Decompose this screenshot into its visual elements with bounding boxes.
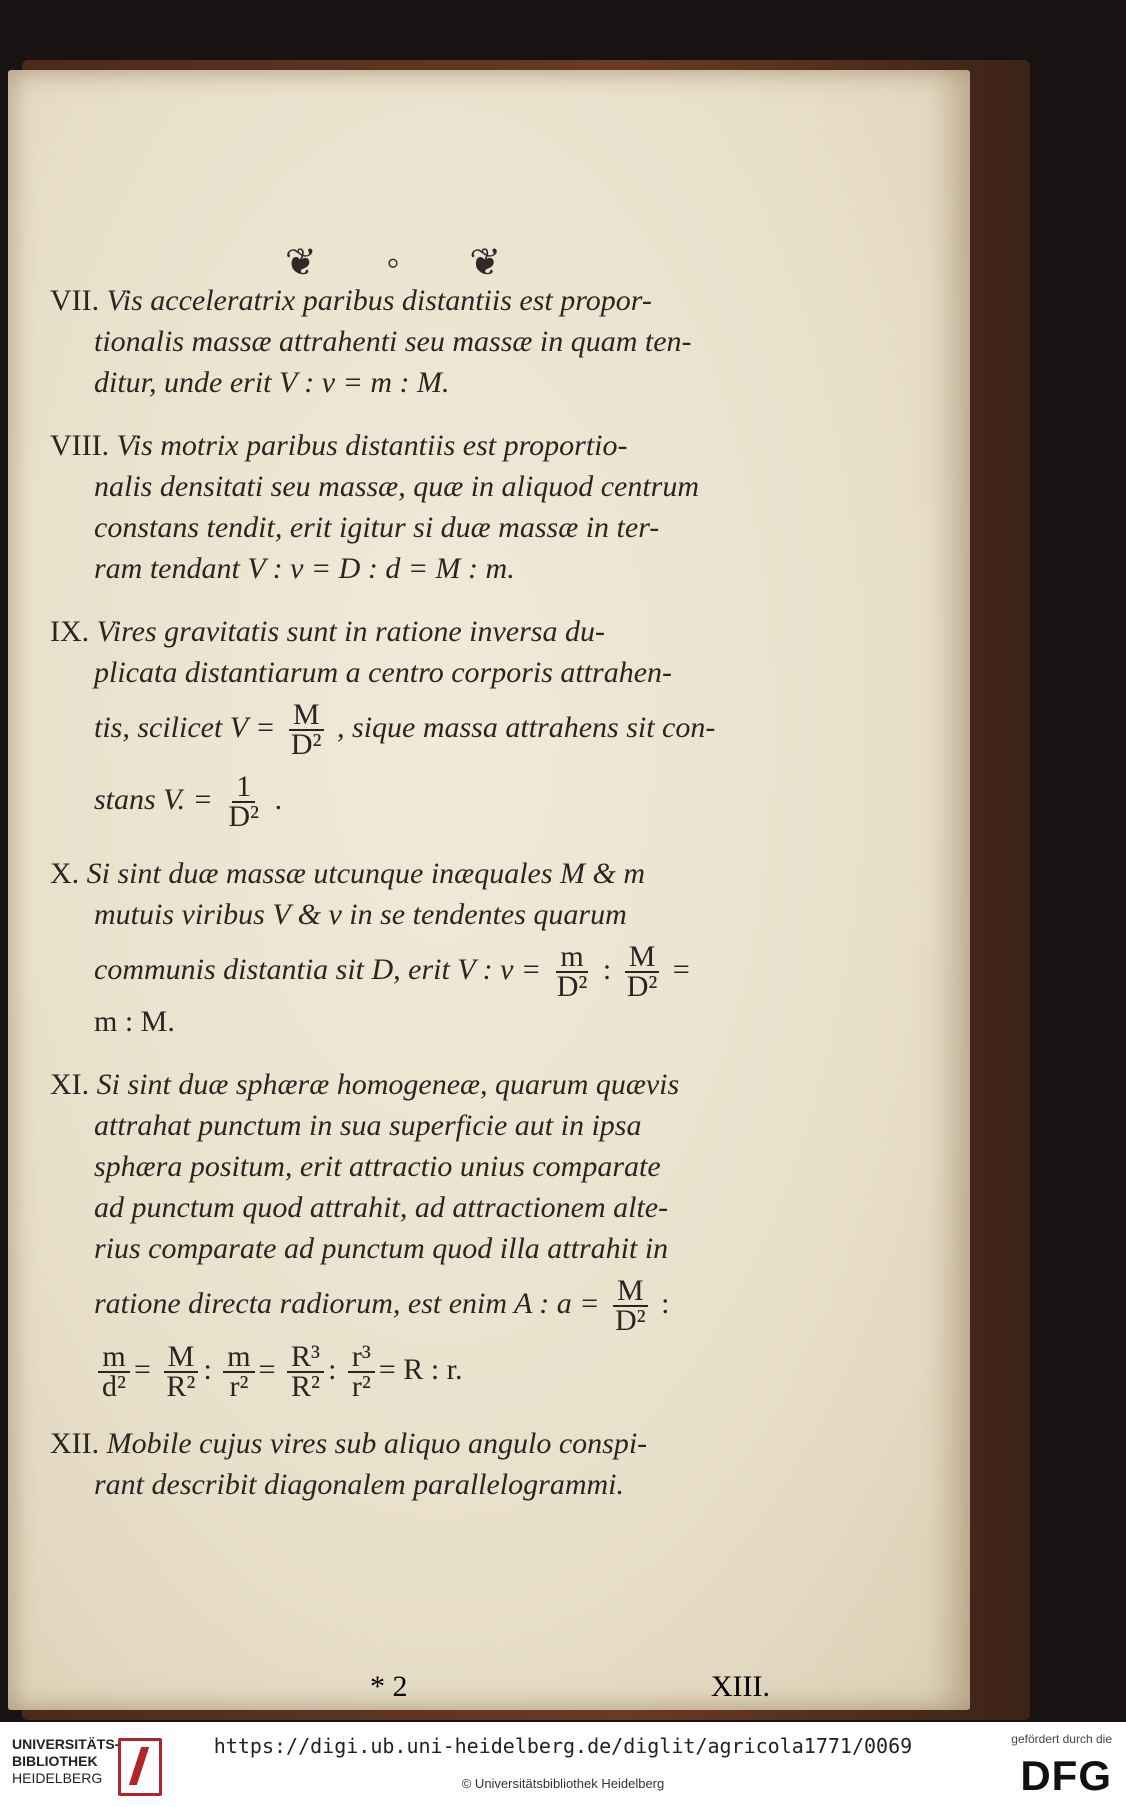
formula-chain: [50, 1340, 770, 1403]
text-line: .: [274, 782, 283, 816]
page-text: [50, 280, 770, 1527]
fraction-numerator: r³: [348, 1343, 375, 1373]
text-line: rius comparate ad punctum quod illa attrahit in: [94, 1232, 669, 1265]
fraction-numerator: M: [613, 1277, 648, 1307]
section-number: XI.: [50, 1068, 90, 1101]
section-number: VII.: [50, 284, 100, 317]
text-line: Vis acceleratrix paribus distantiis est propor-: [106, 284, 652, 317]
text-line: stans V. =: [94, 782, 213, 816]
fraction: [611, 1274, 650, 1337]
fraction-denominator: r²: [351, 1370, 371, 1403]
fraction-numerator: m: [556, 943, 587, 973]
viewer-footer-bar: [0, 1722, 1126, 1807]
catchword: XIII.: [710, 1670, 770, 1703]
library-name-line: HEIDELBERG: [12, 1770, 103, 1786]
section-number: XII.: [50, 1427, 100, 1460]
text-line: Vis motrix paribus distantiis est proportio-: [116, 429, 628, 462]
text-line: m : M.: [94, 1005, 175, 1038]
text-line: nalis densitati seu massæ, quæ in aliquod centrum: [94, 470, 700, 503]
fraction-numerator: M: [289, 701, 324, 731]
dfg-logo: DFG: [1020, 1752, 1112, 1799]
header-ornament: ❦ ◦ ❦: [284, 242, 532, 284]
text-line: attrahat punctum in sua superficie aut in ipsa: [94, 1109, 642, 1142]
fraction-numerator: R³: [287, 1343, 324, 1373]
fraction-numerator: m: [223, 1343, 254, 1373]
operator: =: [258, 1352, 276, 1386]
text-line: ram tendant V : v = D : d = M : m.: [94, 552, 515, 585]
permalink-url[interactable]: https://digi.ub.uni-heidelberg.de/diglit/agricola1771/0069: [213, 1734, 913, 1758]
fraction-denominator: D²: [626, 970, 658, 1003]
fraction: [553, 940, 592, 1003]
fraction: [224, 770, 263, 833]
fraction-denominator: d²: [102, 1370, 126, 1403]
operator: :: [661, 1286, 670, 1320]
text-line: plicata distantiarum a centro corporis attrahen-: [94, 656, 673, 689]
fraction-numerator: M: [625, 943, 660, 973]
fraction-denominator: D²: [615, 1304, 646, 1337]
text-line: rant describit diagonalem parallelogrammi.: [94, 1468, 624, 1501]
text-line: Si sint duæ sphæræ homogeneæ, quarum quævis: [96, 1068, 680, 1101]
text-line: mutuis viribus V & v in se tendentes quarum: [94, 898, 627, 931]
text-line: , sique massa attrahens sit con-: [337, 710, 716, 744]
funded-by-label: gefördert durch die: [1011, 1732, 1112, 1746]
section-xi: [50, 1064, 770, 1401]
text-line: tionalis massæ attrahenti seu massæ in quam ten-: [94, 325, 692, 358]
fraction-denominator: R²: [166, 1370, 196, 1403]
section-xii: [50, 1423, 770, 1505]
fraction-denominator: R²: [291, 1370, 321, 1403]
library-name-line: BIBLIOTHEK: [12, 1753, 98, 1769]
text-line: ad punctum quod attrahit, ad attractionem alte-: [94, 1191, 669, 1224]
operator: :: [328, 1352, 337, 1386]
fraction-denominator: D²: [556, 970, 588, 1003]
text-line: Mobile cujus vires sub aliquo angulo conspi-: [106, 1427, 648, 1460]
operator: =: [672, 952, 690, 986]
operator: :: [602, 952, 612, 986]
fraction-denominator: r²: [229, 1370, 249, 1403]
fraction: [287, 698, 326, 761]
fraction-denominator: D²: [228, 800, 260, 833]
fraction: [287, 1340, 324, 1403]
fraction-numerator: 1: [232, 773, 255, 803]
text-line: constans tendit, erit igitur si duæ massæ in ter-: [94, 511, 660, 544]
section-number: VIII.: [50, 429, 110, 462]
fraction: [348, 1340, 375, 1403]
fraction: [623, 940, 662, 1003]
operator: =: [134, 1352, 151, 1386]
fraction: [162, 1340, 199, 1403]
copyright-notice: © Universitätsbibliothek Heidelberg: [461, 1776, 665, 1791]
fraction: [98, 1340, 130, 1403]
section-viii: [50, 425, 770, 589]
fraction-numerator: m: [98, 1343, 129, 1373]
section-ix: [50, 611, 770, 831]
operator: :: [203, 1352, 212, 1386]
library-name-line: UNIVERSITÄTS-: [12, 1736, 120, 1752]
book-page: [8, 70, 970, 1710]
text-line: sphæra positum, erit attractio unius comparate: [94, 1150, 661, 1183]
text-line: Si sint duæ massæ utcunque inæquales M & m: [86, 857, 646, 890]
section-vii: [50, 280, 770, 403]
text-line: ratione directa radiorum, est enim A : a =: [94, 1286, 600, 1320]
text-line: ditur, unde erit V : v = m : M.: [94, 366, 450, 399]
operator: = R : r.: [378, 1352, 463, 1386]
fraction-numerator: M: [164, 1343, 199, 1373]
section-number: IX.: [50, 615, 90, 648]
section-number: X.: [50, 857, 80, 890]
text-line: Vires gravitatis sunt in ratione inversa du-: [96, 615, 605, 648]
text-line: communis distantia sit D, erit V : v =: [94, 952, 542, 986]
signature-mark: * 2: [370, 1670, 408, 1703]
text-line: tis, scilicet V =: [94, 710, 276, 744]
fraction-denominator: D²: [290, 728, 322, 761]
section-x: [50, 853, 770, 1042]
fraction: [223, 1340, 254, 1403]
